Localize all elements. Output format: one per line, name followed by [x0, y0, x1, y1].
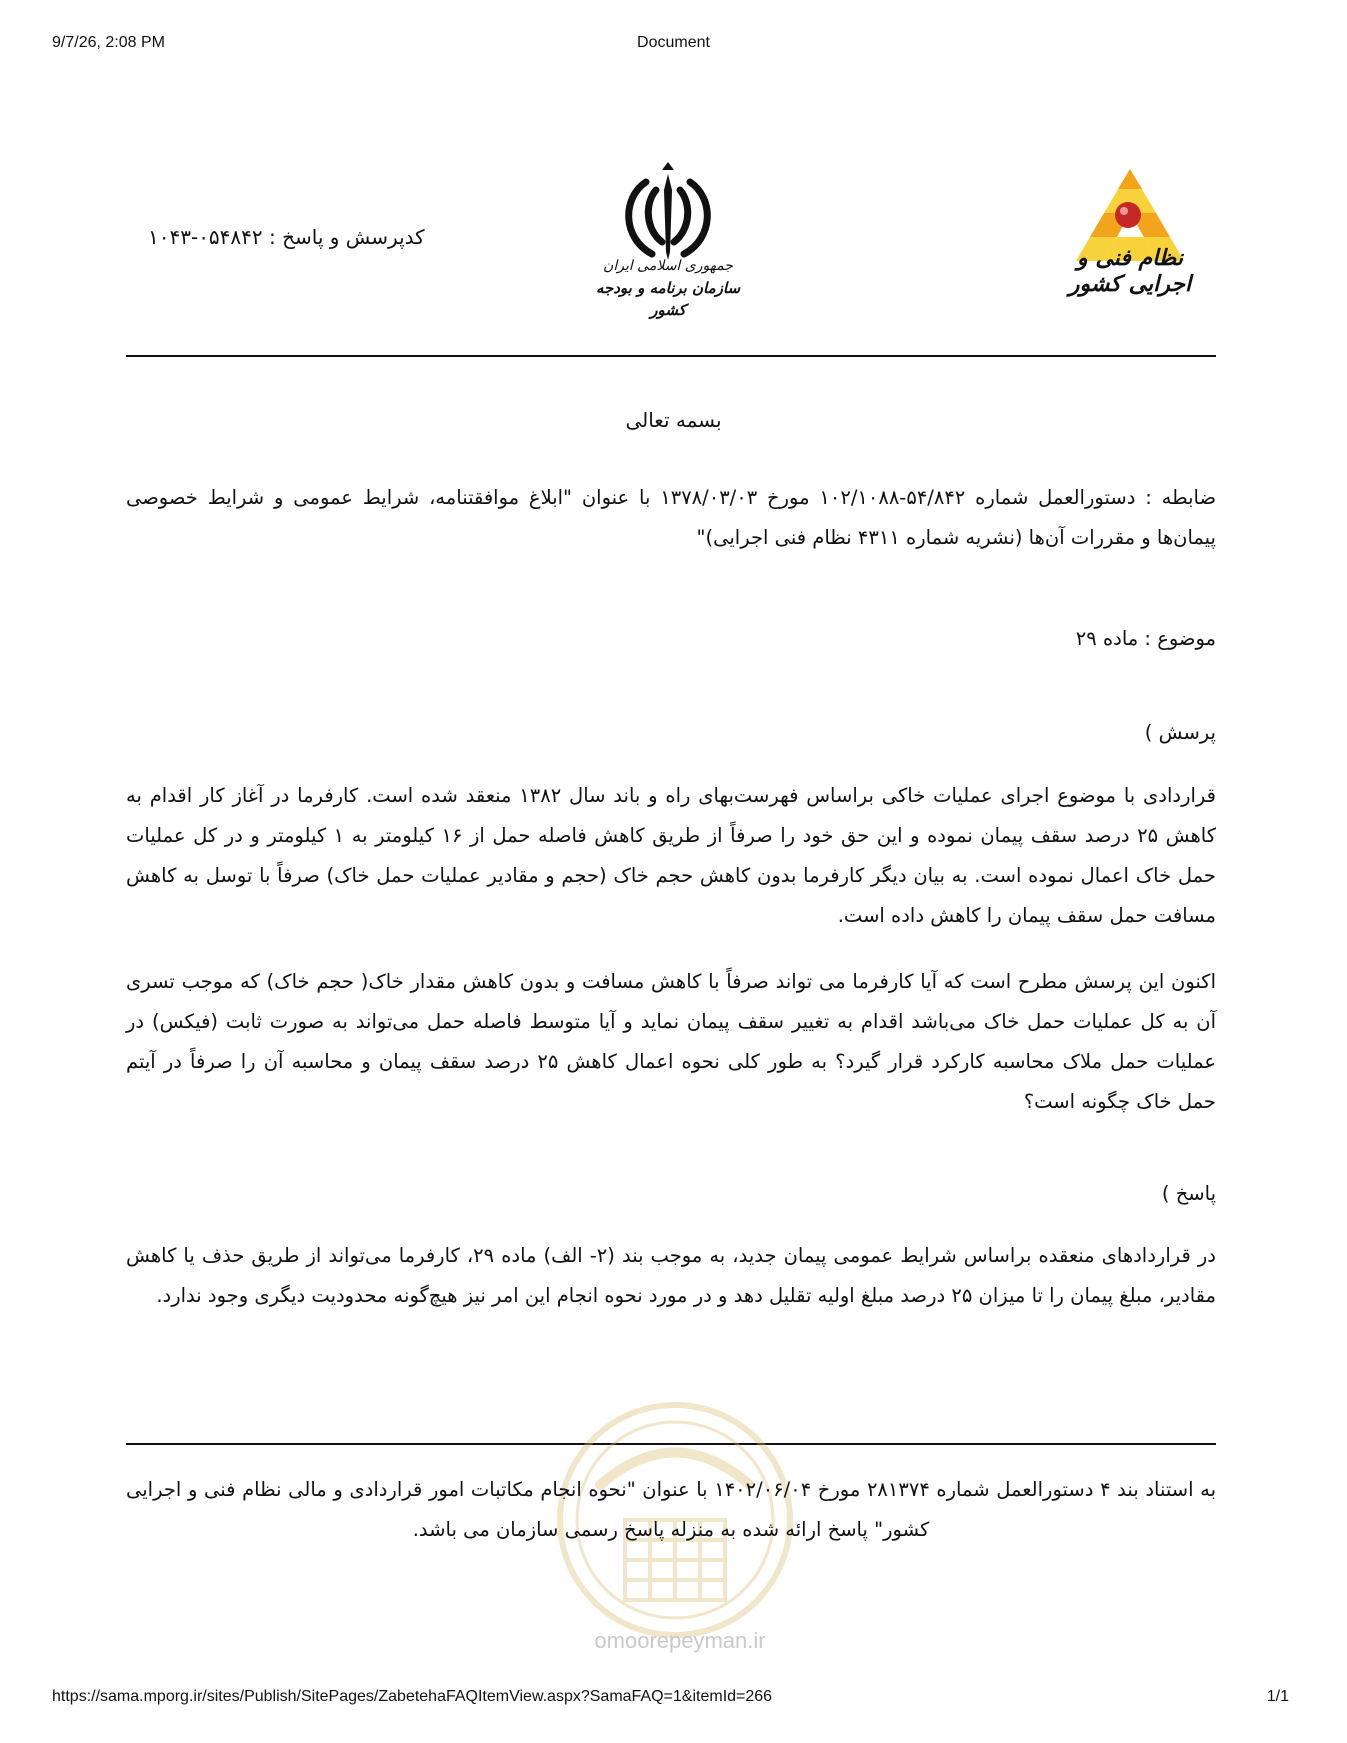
page-url-link[interactable]: https://sama.mporg.ir/sites/Publish/SitePages/ZabetehaFAQItemView.aspx?SamaFAQ=1&itemId=266 — [52, 1688, 773, 1705]
print-footer — [0, 1688, 1347, 1712]
print-document-title: Document — [637, 34, 710, 51]
subject-line: موضوع : ماده ۲۹ — [1075, 627, 1216, 650]
letterhead — [0, 140, 1347, 330]
question-paragraph-1: قراردادی با موضوع اجرای عملیات خاکی براساس فهرست‌بهای راه و باند سال ۱۳۸۲ منعقد شده است. کارفرما در آغاز کار اقدام به کاهش ۲۵ درصد سقف پیمان نموده و این حق خود را صرفاً از طریق کاهش فاصله حمل از ۱۶ کیلومتر به ۱ کیلومتر و در کل عملیات حمل خاک اعمال نموده است. به بیان دیگر کارفرما بدون کاهش حجم خاک (حجم و مقادیر عملیات حمل خاک) صرفاً با توسل به کاهش مسافت حمل سقف پیمان را کاهش داده است. — [126, 784, 1216, 927]
page-number: 1/1 — [1266, 1688, 1289, 1705]
gov-emblem-caption — [588, 255, 748, 321]
faq-code: کدپرسش و پاسخ : ۰۵۴۸۴۲-۱۰۴۳ — [148, 225, 425, 249]
regulation-reference: ضابطه : دستورالعمل شماره ۵۴/۸۴۲-۱۰۲/۱۰۸۸ مورخ ۱۳۷۸/۰۳/۰۳ با عنوان "ابلاغ موافقتنامه، شرایط عمومی و شرایط خصوصی پیمان‌ها و مقررات آن‌ها (نشریه شماره ۴۳۱۱ نظام فنی اجرایی)" — [126, 486, 1217, 549]
header-divider — [126, 355, 1216, 357]
print-header — [0, 34, 1347, 58]
basmala: بسمه تعالی — [625, 408, 722, 432]
question-paragraph-2: اکنون این پرسش مطرح است که آیا کارفرما می تواند صرفاً با کاهش مسافت و بدون کاهش مقدار خاک( حجم خاک) که موجب تسری آن به کل عملیات حمل خاک می‌باشد اقدام به تغییر سقف پیمان نماید و آیا متوسط فاصله حمل می‌تواند به صورت ثابت (فیکس) در عملیات حمل ملاک محاسبه کارکرد قرار گیرد؟ به طور کلی نحوه اعمال کاهش ۲۵ درصد سقف پیمان و محاسبه آن را صرفاً در آیتم حمل خاک چگونه است؟ — [126, 970, 1216, 1113]
answer-heading: پاسخ ) — [1161, 1182, 1216, 1205]
print-datetime: 9/7/26, 2:08 PM — [52, 34, 165, 51]
official-answer-note: به استناد بند ۴ دستورالعمل شماره ۲۸۱۳۷۴ مورخ ۱۴۰۲/۰۶/۰۴ با عنوان "نحوه انجام مکاتبات امور قراردادی و مالی نظام فنی و اجرایی کشور" پاسخ ارائه شده به منزله پاسخ رسمی سازمان می باشد. — [126, 1478, 1216, 1541]
answer-paragraph: در قراردادهای منعقده براساس شرایط عمومی پیمان جدید، به موجب بند (۲- الف) ماده ۲۹، کارفرما می‌تواند از طریق حذف یا کاهش مقادیر، مبلغ پیمان را تا میزان ۲۵ درصد مبلغ اولیه تقلیل دهد و در مورد نحوه انجام این امر نیز هیچ‌گونه محدودیت دیگری وجود ندارد. — [126, 1244, 1216, 1307]
watermark-url: omoorepeyman.ir — [594, 1628, 766, 1653]
gov-emblem-line2: سازمان برنامه و بودجه کشور — [595, 279, 741, 319]
gov-emblem-line1: جمهوری اسلامی ایران — [603, 258, 733, 274]
question-heading: پرسش ) — [1144, 721, 1216, 744]
org-logo-text: نظام فنی و اجرایی کشور — [1068, 245, 1192, 297]
